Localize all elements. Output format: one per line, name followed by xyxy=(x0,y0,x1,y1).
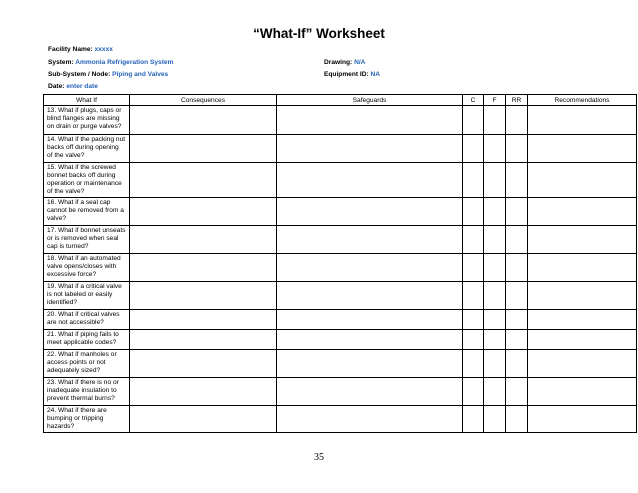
drawing-line xyxy=(324,59,365,66)
system-label: System: xyxy=(48,59,74,66)
facility-line xyxy=(48,46,113,53)
c-cell[interactable] xyxy=(463,282,484,310)
subsystem-line xyxy=(48,71,168,78)
consequences-cell[interactable] xyxy=(130,282,277,310)
system-line xyxy=(48,59,173,66)
header-consequences: Consequences xyxy=(130,95,277,106)
f-cell[interactable] xyxy=(484,282,506,310)
header-rr: RR xyxy=(506,95,528,106)
recommendations-cell[interactable] xyxy=(528,330,637,350)
consequences-cell[interactable] xyxy=(130,310,277,330)
facility-label: Facility Name: xyxy=(48,46,93,53)
f-cell[interactable] xyxy=(484,310,506,330)
consequences-cell[interactable] xyxy=(130,135,277,163)
table-row xyxy=(44,226,637,254)
c-cell[interactable] xyxy=(463,163,484,198)
equipment-line xyxy=(324,71,380,78)
rr-cell[interactable] xyxy=(506,226,528,254)
rr-cell[interactable] xyxy=(506,163,528,198)
consequences-cell[interactable] xyxy=(130,406,277,433)
f-cell[interactable] xyxy=(484,198,506,226)
what-if-cell: 24. What if there are bumping or tripping hazards? xyxy=(44,406,130,433)
table-row xyxy=(44,135,637,163)
recommendations-cell[interactable] xyxy=(528,163,637,198)
recommendations-cell[interactable] xyxy=(528,198,637,226)
c-cell[interactable] xyxy=(463,406,484,433)
rr-cell[interactable] xyxy=(506,350,528,378)
table-row xyxy=(44,378,637,406)
table-row xyxy=(44,198,637,226)
f-cell[interactable] xyxy=(484,163,506,198)
what-if-table xyxy=(43,94,637,433)
date-line xyxy=(48,83,98,90)
table-row xyxy=(44,406,637,433)
consequences-cell[interactable] xyxy=(130,330,277,350)
table-row xyxy=(44,163,637,198)
what-if-cell: 22. What if manholes or access points or not adequately sized? xyxy=(44,350,130,378)
table-row xyxy=(44,310,637,330)
rr-cell[interactable] xyxy=(506,406,528,433)
c-cell[interactable] xyxy=(463,378,484,406)
rr-cell[interactable] xyxy=(506,378,528,406)
safeguards-cell[interactable] xyxy=(277,282,463,310)
consequences-cell[interactable] xyxy=(130,254,277,282)
safeguards-cell[interactable] xyxy=(277,198,463,226)
what-if-cell: 13. What if plugs, caps or blind flanges are missing on drain or purge valves? xyxy=(44,106,130,135)
recommendations-cell[interactable] xyxy=(528,282,637,310)
what-if-cell: 19. What if a critical valve is not labeled or easily identified? xyxy=(44,282,130,310)
rr-cell[interactable] xyxy=(506,310,528,330)
f-cell[interactable] xyxy=(484,350,506,378)
table-row xyxy=(44,254,637,282)
consequences-cell[interactable] xyxy=(130,226,277,254)
consequences-cell[interactable] xyxy=(130,106,277,135)
table-row xyxy=(44,282,637,310)
drawing-value: N/A xyxy=(354,59,366,66)
c-cell[interactable] xyxy=(463,198,484,226)
system-value: Ammonia Refrigeration System xyxy=(75,59,174,66)
recommendations-cell[interactable] xyxy=(528,254,637,282)
recommendations-cell[interactable] xyxy=(528,226,637,254)
what-if-cell: 15. What if the screwed bonnet backs off during operation or maintenance of the valve? xyxy=(44,163,130,198)
table-row xyxy=(44,330,637,350)
c-cell[interactable] xyxy=(463,254,484,282)
worksheet-title: “What-If” Worksheet xyxy=(253,26,385,41)
recommendations-cell[interactable] xyxy=(528,406,637,433)
safeguards-cell[interactable] xyxy=(277,254,463,282)
c-cell[interactable] xyxy=(463,330,484,350)
f-cell[interactable] xyxy=(484,106,506,135)
subsystem-label: Sub-System / Node: xyxy=(48,71,111,78)
facility-value: xxxxx xyxy=(94,46,113,53)
equipment-label: Equipment ID: xyxy=(324,71,369,78)
what-if-cell: 17. What if bonnet unseats or is removed when seal cap is turned? xyxy=(44,226,130,254)
rr-cell[interactable] xyxy=(506,254,528,282)
drawing-label: Drawing: xyxy=(324,59,353,66)
date-value: enter date xyxy=(66,83,98,90)
consequences-cell[interactable] xyxy=(130,378,277,406)
header-safeguards: Safeguards xyxy=(277,95,463,106)
recommendations-cell[interactable] xyxy=(528,350,637,378)
what-if-cell: 18. What if an automated valve opens/closes with excessive force? xyxy=(44,254,130,282)
c-cell[interactable] xyxy=(463,106,484,135)
header-what-if: What If xyxy=(44,95,130,106)
what-if-cell: 20. What if critical valves are not accessible? xyxy=(44,310,130,330)
table-row xyxy=(44,106,637,135)
consequences-cell[interactable] xyxy=(130,198,277,226)
page-number: 35 xyxy=(314,452,324,463)
header-recommendations: Recommendations xyxy=(528,95,637,106)
recommendations-cell[interactable] xyxy=(528,378,637,406)
equipment-value: NA xyxy=(370,71,381,78)
f-cell[interactable] xyxy=(484,226,506,254)
what-if-cell: 21. What if piping fails to meet applicable codes? xyxy=(44,330,130,350)
what-if-cell: 16. What if a seal cap cannot be removed from a valve? xyxy=(44,198,130,226)
c-cell[interactable] xyxy=(463,135,484,163)
safeguards-cell[interactable] xyxy=(277,106,463,135)
header-f: F xyxy=(484,95,506,106)
what-if-cell: 14. What if the packing nut backs off during opening of the valve? xyxy=(44,135,130,163)
f-cell[interactable] xyxy=(484,330,506,350)
c-cell[interactable] xyxy=(463,310,484,330)
f-cell[interactable] xyxy=(484,135,506,163)
date-label: Date: xyxy=(48,83,65,90)
consequences-cell[interactable] xyxy=(130,350,277,378)
header-row xyxy=(44,95,637,106)
f-cell[interactable] xyxy=(484,378,506,406)
c-cell[interactable] xyxy=(463,350,484,378)
what-if-cell: 23. What if there is no or inadequate insulation to prevent thermal burns? xyxy=(44,378,130,406)
recommendations-cell[interactable] xyxy=(528,135,637,163)
f-cell[interactable] xyxy=(484,406,506,433)
rr-cell[interactable] xyxy=(506,135,528,163)
subsystem-value: Piping and Valves xyxy=(112,71,169,78)
rr-cell[interactable] xyxy=(506,282,528,310)
rr-cell[interactable] xyxy=(506,106,528,135)
safeguards-cell[interactable] xyxy=(277,378,463,406)
safeguards-cell[interactable] xyxy=(277,350,463,378)
rr-cell[interactable] xyxy=(506,198,528,226)
header-c: C xyxy=(463,95,484,106)
safeguards-cell[interactable] xyxy=(277,330,463,350)
safeguards-cell[interactable] xyxy=(277,310,463,330)
recommendations-cell[interactable] xyxy=(528,106,637,135)
consequences-cell[interactable] xyxy=(130,163,277,198)
rr-cell[interactable] xyxy=(506,330,528,350)
safeguards-cell[interactable] xyxy=(277,226,463,254)
safeguards-cell[interactable] xyxy=(277,163,463,198)
c-cell[interactable] xyxy=(463,226,484,254)
table-row xyxy=(44,350,637,378)
recommendations-cell[interactable] xyxy=(528,310,637,330)
f-cell[interactable] xyxy=(484,254,506,282)
safeguards-cell[interactable] xyxy=(277,406,463,433)
safeguards-cell[interactable] xyxy=(277,135,463,163)
